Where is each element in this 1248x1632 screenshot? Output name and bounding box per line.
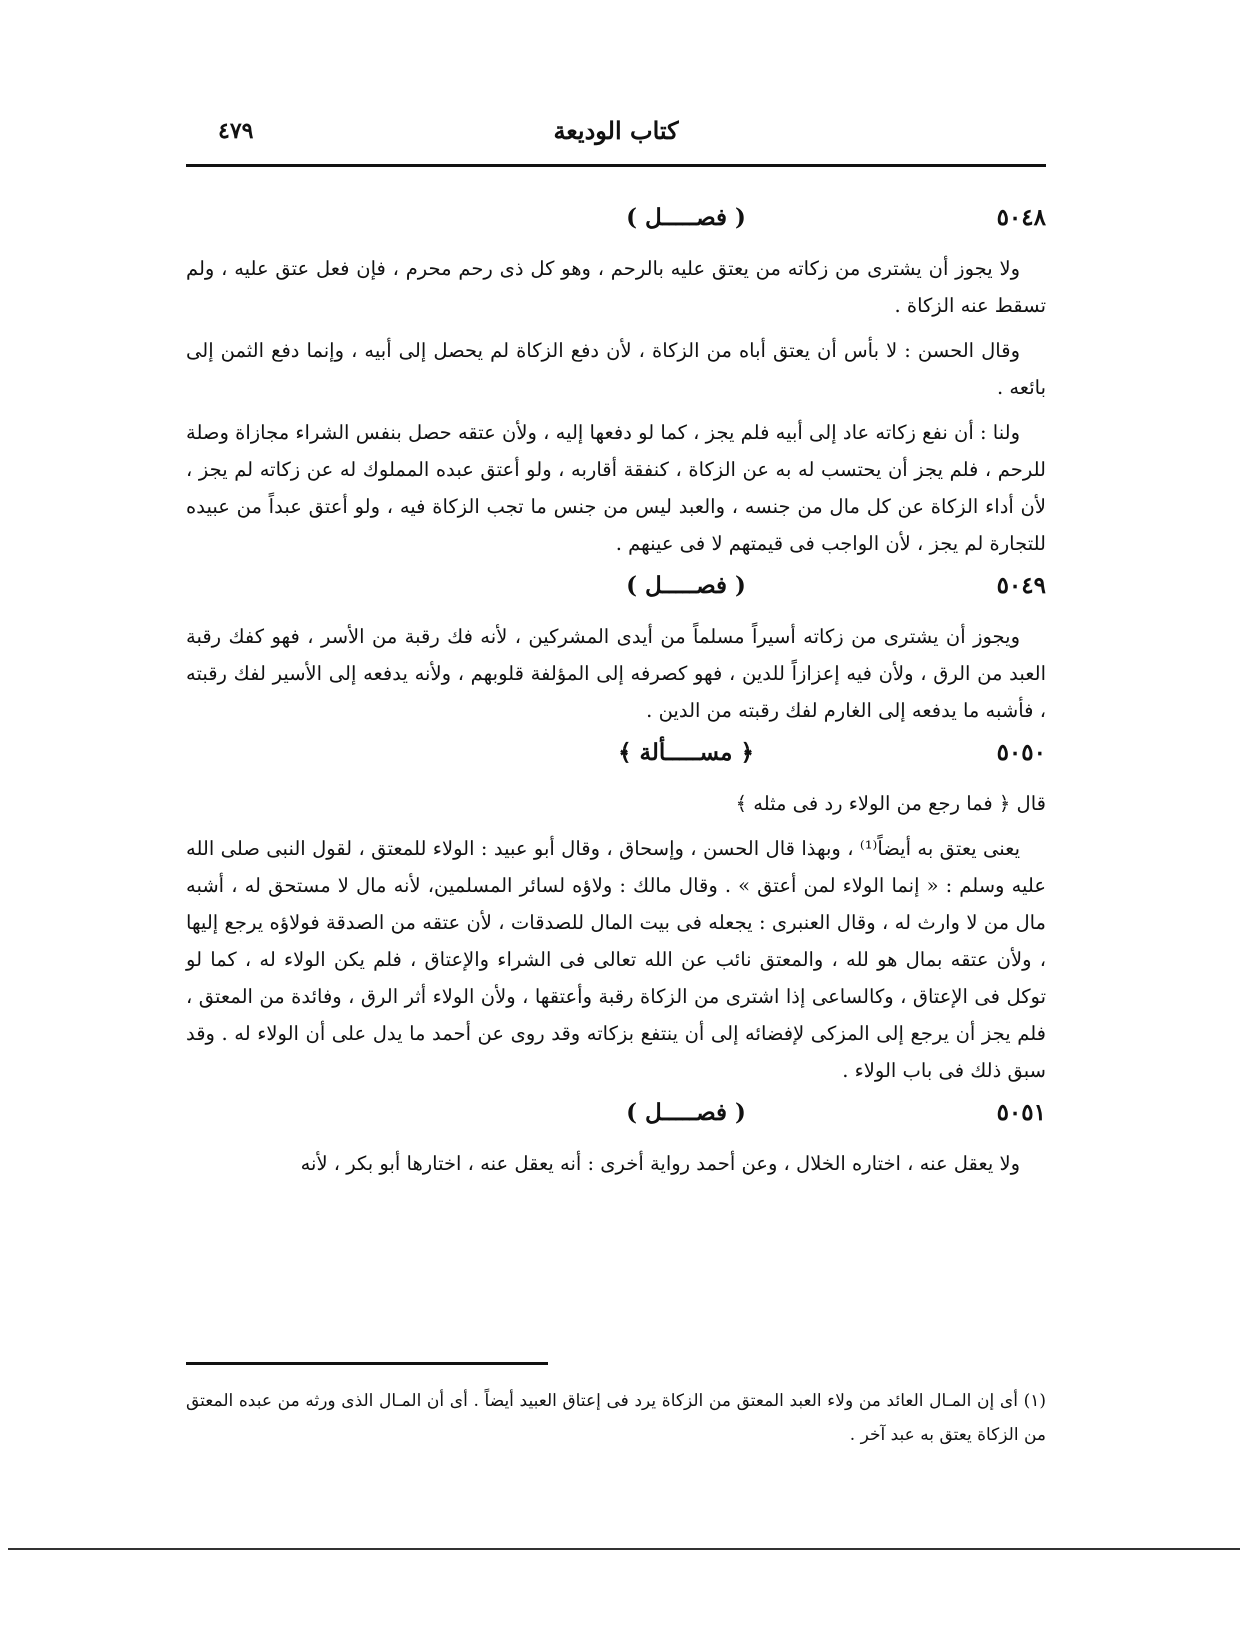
- document-page: [186, 108, 1046, 1445]
- paragraph: ويجوز أن يشترى من زكاته أسيراً مسلماً من أيدى المشركين ، لأنه فك رقبة من الأسر ، فهو كفك رقبة العبد من الرق ، ولأن فيه إعزازاً للدين ، فهو كصرفه إلى المؤلفة قلوبهم ، ولأنه يدفعه إلى الأسير لفك رقبته ، فأشبه ما يدفعه إلى الغارم لفك رقبته من الدين .: [186, 625, 1046, 722]
- footnote: (١) أى إن المـال العائد من ولاء العبد المعتق من الزكاة يرد فى إعتاق العبيد أيضاً . أى أن المـال الذى ورثه من عبده المعتق من الزكاة يعتق به عبد آخر .: [186, 1391, 1046, 1445]
- section-title: ( فصـــــل ): [626, 1099, 746, 1126]
- page-header: [186, 108, 1046, 152]
- footnote-rule: [186, 1362, 548, 1365]
- section-number: ٥٠٤٨: [996, 204, 1046, 231]
- paragraph: ولا يعقل عنه ، اختاره الخلال ، وعن أحمد رواية أخرى : أنه يعقل عنه ، اختارها أبو بكر ، لأنه: [300, 1152, 1020, 1175]
- paragraph: ولنا : أن نفع زكاته عاد إلى أبيه فلم يجز ، كما لو دفعها إليه ، ولأن عتقه حصل بنفس الشراء مجازاة وصلة للرحم ، فلم يجز أن يحتسب له به عن الزكاة ، كنفقة أقاربه ، ولو أعتق عبده المملوك له عن زكاته لم يجز ، لأن أداء الزكاة عن كل مال من جنسه ، والعبد ليس من جنس ما تجب الزكاة فيه ، ولو أعتق عبداً من عبيده للتجارة لم يجز ، لأن الواجب فى قيمتهم لا فى عينهم .: [186, 421, 1046, 555]
- section-title: ( فصـــــل ): [626, 204, 746, 231]
- section-title: ﴿ مســـــألة ﴾: [618, 739, 754, 766]
- section-number: ٥٠٥٠: [996, 739, 1046, 766]
- header-rule: [186, 164, 1046, 167]
- section-heading: [186, 202, 1046, 240]
- running-title: كتاب الوديعة: [553, 116, 679, 145]
- section-heading: [186, 570, 1046, 608]
- section-number: ٥٠٤٩: [996, 572, 1046, 599]
- section-title: ( فصـــــل ): [626, 572, 746, 599]
- section-heading: [186, 737, 1046, 775]
- paragraph: وقال الحسن : لا بأس أن يعتق أباه من الزكاة ، لأن دفع الزكاة لم يحصل إلى أبيه ، وإنما دفع الثمن إلى بائعه .: [186, 339, 1046, 399]
- paragraph: يعنى يعتق به أيضاً⁽¹⁾ ، وبهذا قال الحسن ، وإسحاق ، وقال أبو عبيد : الولاء للمعتق ، لقول النبى صلى الله عليه وسلم : « إنما الولاء لمن أعتق » . وقال مالك : ولاؤه لسائر المسلمين، لأنه مال لا مستحق له ، أشبه مال من لا وارث له ، وقال العنبرى : يجعله فى بيت المال للصدقات ، لأن عتقه من الصدقة فولاؤه يرجع إليها ، ولأن عتقه بمال هو لله ، والمعتق نائب عن الله تعالى فى الشراء والإعتاق ، فلم يكن الولاء له ، كما لو توكل فى الإعتاق ، وكالساعى إذا اشترى من الزكاة رقبة وأعتقها ، ولأن الولاء أثر الرق ، وفائدة من المعتق ، فلم يجز أن يرجع إلى المزكى لإفضائه إلى أن ينتفع بزكاته وقد روى عن أحمد ما يدل على أن الولاء له . وقد سبق ذلك فى باب الولاء .: [186, 837, 1046, 1082]
- section-number: ٥٠٥١: [996, 1099, 1046, 1126]
- page-number: ٤٧٩: [218, 118, 254, 144]
- section-heading: [186, 1097, 1046, 1135]
- quoted-text: قال ﴿ فما رجع من الولاء رد فى مثله ﴾: [735, 792, 1046, 815]
- paragraph: ولا يجوز أن يشترى من زكاته من يعتق عليه بالرحم ، وهو كل ذى رحم محرم ، فإن فعل عتق عليه ، ولم تسقط عنه الزكاة .: [186, 257, 1046, 317]
- bottom-rule: [8, 1548, 1240, 1550]
- body-text: [186, 196, 1046, 1190]
